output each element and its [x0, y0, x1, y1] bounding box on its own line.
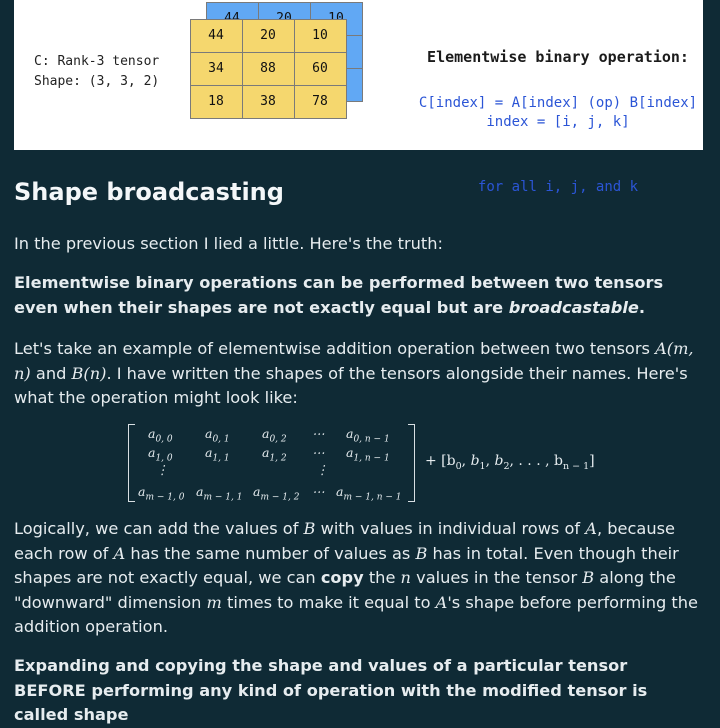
math-n: n	[400, 568, 411, 587]
entry-symbol: a	[262, 445, 270, 460]
tensor-cell: 60	[294, 52, 347, 86]
paragraph-logic	[14, 517, 700, 640]
paragraph-truth	[14, 271, 700, 320]
math-A: A(m, n)	[14, 339, 694, 383]
tensor-cell: 34	[190, 52, 243, 86]
matrix-ellipsis: ⋯	[312, 484, 325, 499]
text: Let's take an example of elementwise addition operation between two tensors	[14, 339, 656, 358]
math-A: A	[113, 543, 126, 563]
paragraph-intro: In the previous section I lied a little. Here's the truth:	[14, 234, 443, 253]
text: along the "downward" dimension	[14, 568, 676, 612]
entry-symbol: a	[205, 426, 213, 441]
matrix-vdots: ⋮	[316, 462, 329, 477]
entry-symbol: a	[262, 426, 270, 441]
text: the	[363, 568, 401, 587]
section-heading: Shape broadcasting	[14, 178, 284, 206]
entry-index: 0	[455, 460, 462, 472]
matrix-entry	[205, 445, 230, 464]
entry-index: m − 1, 1	[203, 492, 243, 503]
entry-index: 1, 1	[212, 453, 230, 464]
entry-index: m − 1, 0	[145, 492, 185, 503]
text: ]	[589, 453, 595, 469]
text: 's shape before performing the addition operation.	[14, 592, 698, 636]
text: Elementwise binary operations can be performed between two tensors even when their shapes are not exactly equal but are	[14, 273, 664, 317]
matrix-ellipsis: ⋯	[312, 445, 325, 460]
matrix-left-bracket	[128, 424, 135, 502]
entry-index: m − 1, n − 1	[343, 492, 402, 503]
math-m: m	[206, 592, 222, 612]
math-A: A	[435, 592, 448, 612]
text: + [b	[425, 453, 456, 469]
entry-index: 0, 0	[155, 434, 173, 445]
entry-index: 0, 1	[212, 434, 230, 445]
entry-symbol: a	[253, 484, 261, 499]
tensor-cell: 78	[294, 85, 347, 119]
entry-symbol: a	[138, 484, 146, 499]
matrix-entry	[138, 484, 184, 503]
tensor-cell: 10	[294, 19, 347, 53]
matrix-vdots: ⋮	[156, 462, 169, 477]
math-B: B	[415, 543, 428, 563]
matrix-entry	[346, 426, 390, 445]
matrix-entry	[205, 426, 230, 445]
text: , . . . , b	[509, 453, 563, 469]
matrix-entry	[346, 445, 390, 464]
matrix-entry	[262, 445, 287, 464]
text: , because each row of	[14, 519, 675, 563]
paragraph-definition: Expanding and copying the shape and values of a particular tensor BEFORE performing any kind of operation with the modified tensor is called shape	[14, 656, 648, 724]
entry-index: 0, 2	[269, 434, 287, 445]
tensor-cell: 88	[242, 52, 295, 86]
matrix-entry	[262, 426, 287, 445]
text: times to make it equal to	[221, 592, 436, 612]
entry-index: 1, n − 1	[353, 453, 390, 464]
math-B: B(n)	[71, 363, 107, 383]
tensor-cell: 44	[190, 19, 243, 53]
text: Logically, we can add the values of	[14, 519, 304, 538]
tensor-cell: 20	[242, 19, 295, 53]
paragraph-example	[14, 337, 700, 411]
entry-symbol: a	[336, 484, 344, 499]
text: values in the tensor	[410, 568, 583, 587]
entry-index: 2	[503, 460, 510, 472]
matrix-entry	[148, 445, 173, 464]
entry-symbol: a	[205, 445, 213, 460]
matrix-right-bracket	[408, 424, 415, 502]
matrix-entry	[148, 426, 173, 445]
tensor-cell: 18	[190, 85, 243, 119]
tensor-front-layer	[190, 19, 346, 118]
text: .	[638, 297, 646, 317]
text: has the same number of values as	[125, 543, 416, 563]
entry-index: 0, n − 1	[353, 434, 390, 445]
math-A: A	[585, 519, 597, 538]
matrix-entry	[253, 484, 299, 503]
entry-symbol: a	[148, 426, 156, 441]
entry-index: 1, 2	[269, 453, 287, 464]
operation-index-line: index = [i, j, k]	[486, 114, 630, 130]
operation-loop-line: for all i, j, and k	[477, 179, 639, 195]
operation-description	[414, 2, 702, 264]
operation-formula: C[index] = A[index] (op) B[index]	[418, 95, 698, 111]
matrix-entry	[196, 484, 242, 503]
math-B: B	[582, 568, 595, 587]
emphasis-copy: copy	[320, 568, 364, 587]
matrix-ellipsis: ⋯	[312, 426, 325, 441]
entry-symbol: a	[148, 445, 156, 460]
matrix-entry	[336, 484, 401, 503]
entry-index: 1, 0	[155, 453, 173, 464]
entry-index: 1	[479, 460, 486, 472]
text: has in total. Even though their shapes are not exactly equal, we can	[14, 543, 679, 587]
entry-symbol: a	[196, 484, 204, 499]
math-B: B	[303, 519, 316, 538]
tensor-cell: 38	[242, 85, 295, 119]
text: and	[30, 363, 72, 383]
entry-index: m − 1, 2	[260, 492, 300, 503]
tensor-caption: C: Rank-3 tensor Shape: (3, 3, 2)	[34, 54, 160, 89]
entry-symbol: b	[494, 453, 504, 469]
entry-symbol: a	[346, 445, 354, 460]
text: . I have written the shapes of the tensors alongside their names. Here's what the operation might look like:	[14, 363, 688, 407]
entry-index: n − 1	[562, 460, 590, 472]
operation-title: Elementwise binary operation:	[427, 48, 689, 66]
text: with values in individual rows of	[315, 519, 586, 538]
entry-symbol: a	[346, 426, 354, 441]
entry-symbol: b	[470, 453, 480, 469]
emphasis-broadcastable: broadcastable	[508, 297, 639, 317]
vector-b: + [$b_0$, $b_1$, $b_2$, . . . , $b_{n - 1}$]	[425, 453, 595, 472]
